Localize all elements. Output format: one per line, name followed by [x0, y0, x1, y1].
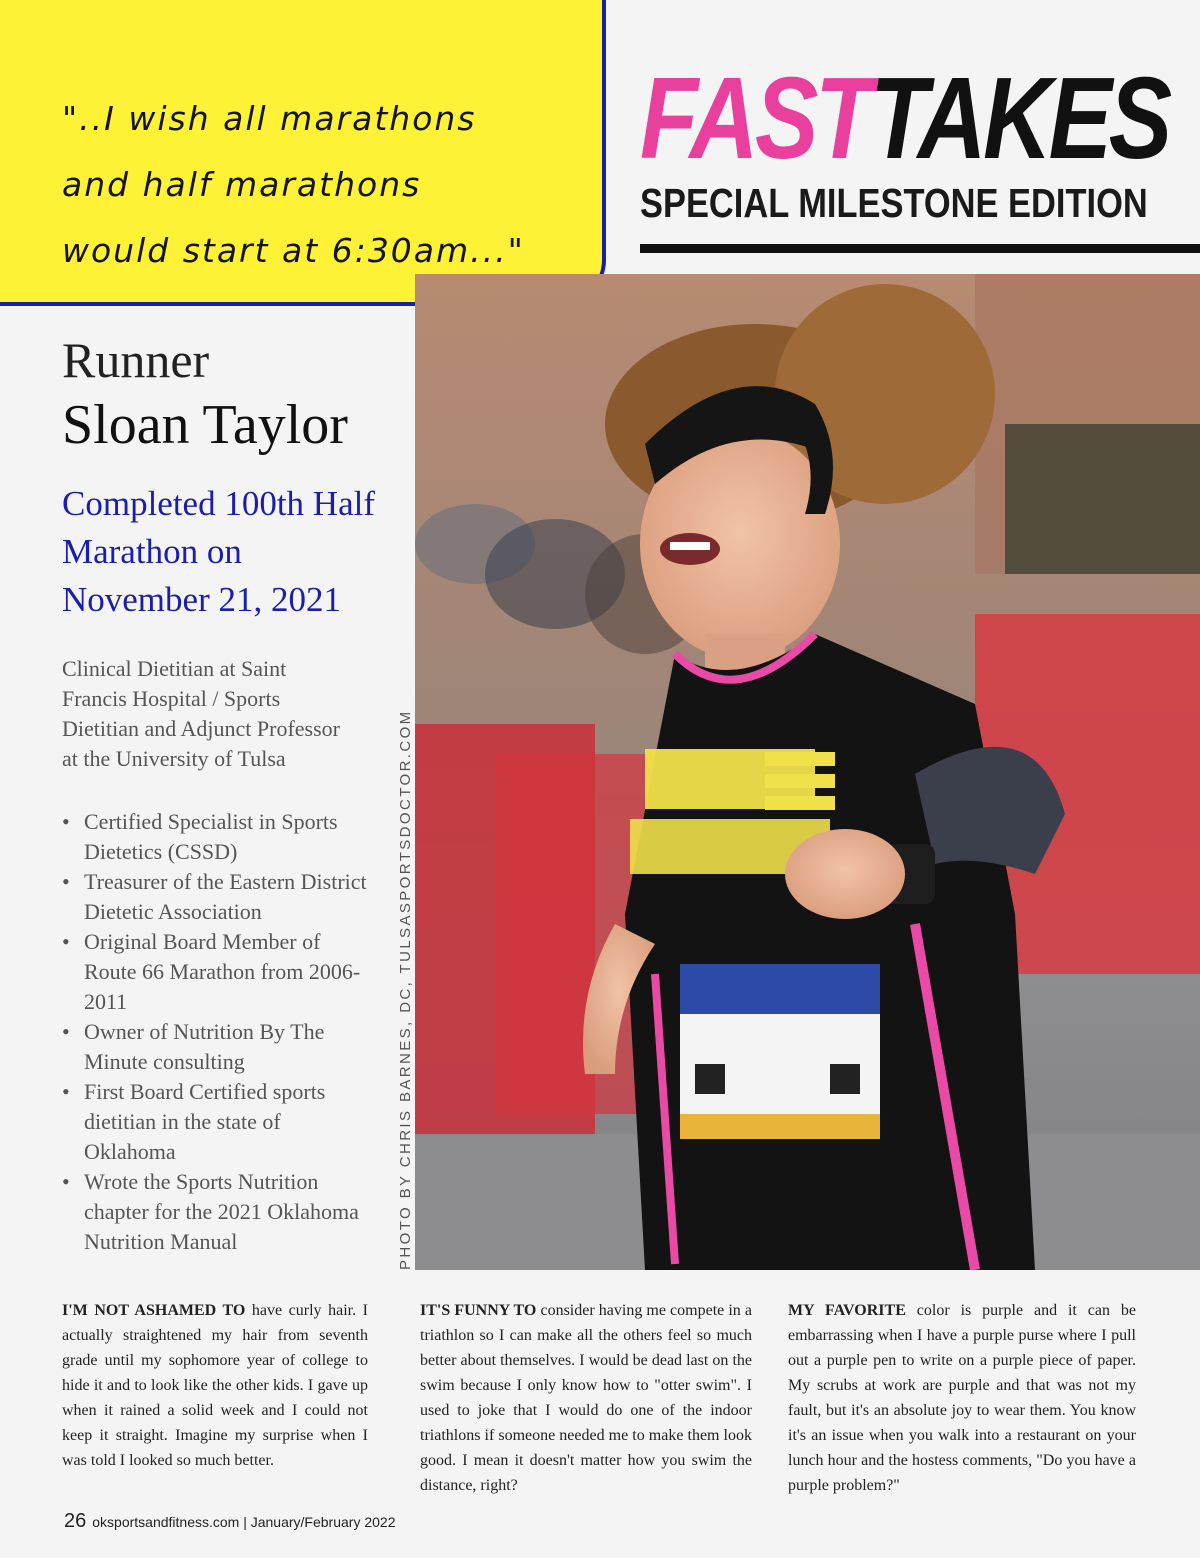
credential-item: • Treasurer of the Eastern District Dietetic Association: [62, 867, 372, 927]
column-lead: MY FAVORITE: [788, 1302, 906, 1319]
runner-photo: [415, 274, 1200, 1270]
quote-line: would start at 6:30am...": [62, 231, 525, 270]
column-text: consider having me compete in a triathlon so I can make all the others feel so much better about themselves. I would be dead last on the swim because I only know how to "otter swim". I used to joke that I would do one of the indoor triathlons if someone needed me to make them look good. I mean it doesn't matter how you swim the distance, right?: [420, 1302, 752, 1494]
body-column: [788, 1298, 1136, 1498]
column-text: have curly hair. I actually straightened my hair from seventh grade until my sophomore year of college to hide it and to look like the other kids. I gave up when it rained a solid week and I could not keep it straight. Imagine my surprise when I was told I looked so much better.: [62, 1302, 368, 1469]
quote-line: and half marathons: [62, 165, 422, 204]
page-footer: [64, 1510, 396, 1533]
credential-item: • First Board Certified sports dietitian in the state of Oklahoma: [62, 1077, 372, 1167]
quote-bubble: [0, 0, 606, 306]
credential-item: • Original Board Member of Route 66 Marathon from 2006-2011: [62, 927, 372, 1017]
profile-job: Clinical Dietitian at Saint Francis Hospital / Sports Dietitian and Adjunct Professor at the University of Tulsa: [62, 656, 341, 771]
footer-site: oksportsandfitness.com | January/February 2022: [92, 1514, 396, 1530]
column-text: color is purple and it can be embarrassing when I have a purple purse where I pull out a purple pen to write on a purple piece of paper. My scrubs at work are purple and that was not my fault, but it's an absolute joy to wear them. You know it's an issue when you walk into a restaurant on your lunch hour and the hostess comments, "Do you have a purple problem?": [788, 1302, 1137, 1494]
profile-name: Sloan Taylor: [62, 394, 348, 456]
credential-item: • Wrote the Sports Nutrition chapter for the 2021 Oklahoma Nutrition Manual: [62, 1167, 372, 1257]
credential-item: • Certified Specialist in Sports Dietetics (CSSD): [62, 807, 372, 867]
profile-headline: Completed 100th Half Marathon on November 21, 2021: [62, 484, 376, 619]
body-column: [62, 1298, 368, 1473]
masthead-rule: [640, 244, 1200, 253]
page-number: 26: [64, 1510, 87, 1532]
masthead-fast: FAST: [640, 53, 870, 183]
body-column: [420, 1298, 752, 1498]
masthead-takes: TAKES: [869, 53, 1169, 183]
pull-quote: [62, 86, 582, 284]
credentials-list: [62, 807, 372, 1257]
column-lead: I'M NOT ASHAMED TO: [62, 1302, 246, 1319]
credential-item: • Owner of Nutrition By The Minute consulting: [62, 1017, 372, 1077]
photo-credit: PHOTO BY CHRIS BARNES, DC, TULSASPORTSDOCTOR.COM: [397, 709, 414, 1270]
masthead-title: [640, 53, 1169, 183]
masthead: [640, 53, 1200, 227]
masthead-subtitle: SPECIAL MILESTONE EDITION: [640, 180, 1148, 226]
column-lead: IT'S FUNNY TO: [420, 1302, 537, 1319]
profile-column: [62, 330, 382, 1257]
quote-line: "..I wish all marathons: [62, 99, 477, 138]
profile-kicker: Runner: [62, 332, 210, 388]
